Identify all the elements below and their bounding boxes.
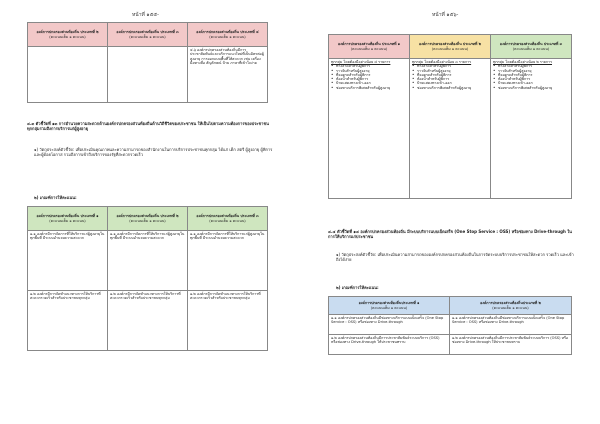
objective-text: ๑) วัตถุประสงค์ตัวชี้วัด: เพื่อประเมินคุณภาพและความสามารถของสำนักงานในการบริการประชาชนทุกกลุ่ม ได้แก่ เด็ก สตรี ผู้สูงอายุ ผู้พิการ และผู้ด้อยโอกาส รวมถึงการเข้าถึงบริการของรัฐที่สะดวกรวดเร็ว: [34, 147, 273, 158]
table-header: องค์การปกครองส่วนท้องถิ่น ประเภทที่ ๔ (คะแนนเต็ม ๑ คะแนน): [188, 23, 268, 47]
table-header: องค์การปกครองส่วนท้องถิ่น ประเภทที่ ๓ (คะแนนเต็ม ๑ คะแนน): [108, 23, 188, 47]
table-cell: ทุกกลุ่ม โดยต้องมีอย่างน้อย ๒ รายการ • ทางลาดสำหรับผู้พิการ • ราวจับสำหรับผู้สูงอายุ • ที่จอดรถสำหรับผู้พิการ • ห้องน้ำสำหรับผู้พิการ • ป้ายแสดงทางเข้า-ออก • ช่องทางบริการพิเศษสำหรับผู้สูงอายุ: [491, 59, 572, 199]
scoring-table-top: [328, 34, 572, 199]
table-header: องค์การปกครองส่วนท้องถิ่น ประเภทที่ ๒ (คะแนนเต็ม ๑ คะแนน): [108, 207, 188, 231]
table-row: [28, 291, 268, 351]
scoring-table-bottom: [27, 206, 268, 351]
table-cell: ๑.๒องค์กรมีการจัดทำแนวทางการให้บริการที่สะดวกรวดเร็วสำหรับประชาชนทุกกลุ่ม: [28, 291, 108, 351]
table-header: องค์การปกครองส่วนท้องถิ่น ประเภทที่ ๑ (คะแนนเต็ม ๑ คะแนน): [329, 35, 410, 59]
table-cell: ๑.๑องค์กรปกครองส่วนท้องถิ่นมีช่องทางบริการแบบเบ็ดเสร็จ (One Stop Service : OSS) หรือช่องทาง Drive-through: [329, 315, 450, 335]
table-header: องค์การปกครองส่วนท้องถิ่น ประเภทที่ ๓ (คะแนนเต็ม ๑ คะแนน): [188, 207, 268, 231]
section-heading: ๔.๔ ตัวชี้วัดที่ ๑๔ องค์กรปกครองส่วนท้องถิ่น มีระบบบริการแบบเบ็ดเสร็จ (One Stop Service : OSS) หรือช่องทาง Drive-through ในการให้บริการแก่ประชาชน: [328, 229, 572, 240]
scoring-table-top: [27, 22, 268, 103]
table-cell: ๑.๑องค์กรมีการจัดการที่ให้บริการแก่ผู้สูงอายุในทุกพื้นที่ มีระบบอำนวยความสะดวก: [188, 231, 268, 291]
objective-text: ๑) วัตถุประสงค์ตัวชี้วัด: เพื่อประเมินความสามารถขององค์กรปกครองส่วนท้องถิ่นในการจัดระบบบริการประชาชนให้สะดวก รวดเร็ว และเข้าถึงได้ง่าย: [336, 252, 574, 263]
table-header: องค์การปกครองส่วนท้องถิ่น ประเภทที่ ๓ (คะแนนเต็ม ๑ คะแนน): [491, 35, 572, 59]
table-row: [28, 231, 268, 291]
table-cell: ๔.๖องค์กรปกครองส่วนท้องถิ่นมีการประชาสัมพันธ์และบริการแนวใหม่ที่เป็นมิตรต่อผู้สูงอายุ การออกแบบพื้นที่ให้สะดวก เช่น เครื่องมือทางสื่อ สัญลักษณ์ ป้าย ภาษาที่เข้าใจง่าย: [188, 47, 268, 103]
table-row: [329, 315, 572, 335]
right-page: [300, 0, 600, 424]
table-cell: ๑.๒องค์กรมีการจัดทำแนวทางการให้บริการที่สะดวกรวดเร็วสำหรับประชาชนทุกกลุ่ม: [108, 291, 188, 351]
table-header: องค์การปกครองส่วนท้องถิ่น ประเภทที่ ๑ (คะแนนเต็ม ๑ คะแนน): [28, 207, 108, 231]
table-header: องค์การปกครองส่วนท้องถิ่นประเภทที่ ๒ (คะแนนเต็ม ๑ คะแนน): [450, 297, 572, 315]
criteria-heading: ๒) เกณฑ์การให้คะแนน:: [34, 195, 77, 200]
table-cell: ทุกกลุ่ม โดยต้องมีอย่างน้อย ๓ รายการ • ทางลาดสำหรับผู้พิการ • ราวจับสำหรับผู้สูงอายุ • ที่จอดรถสำหรับผู้พิการ • ห้องน้ำสำหรับผู้พิการ • ป้ายแสดงทางเข้า-ออก • ช่องทางบริการพิเศษสำหรับผู้สูงอายุ: [410, 59, 491, 199]
table-cell: ๑.๒องค์กรปกครองส่วนท้องถิ่นมีการประชาสัมพันธ์ระบบบริการ (OSS) หรือช่องทาง Drive-through ให้ประชาชนทราบ: [329, 335, 450, 355]
table-cell: ๑.๑องค์กรมีการจัดการที่ให้บริการแก่ผู้สูงอายุในทุกพื้นที่ มีระบบอำนวยความสะดวก: [108, 231, 188, 291]
page-number: หน้าที่ ๑๕๖-: [432, 12, 459, 18]
table-header: องค์การปกครองส่วนท้องถิ่น ประเภทที่ ๒ (คะแนนเต็ม ๑ คะแนน): [410, 35, 491, 59]
section-heading: ๔.๓ ตัวชี้วัดที่ ๑๓ การอำนวยความสะดวกด้านองค์กรปกครองส่วนท้องถิ่นด้านวิถีชีวิตของประชาชน ให้เป็นไปตามความต้องการของประชาชนทุกกลุ่มรวมถึงการบริการแก่ผู้สูงอายุ: [27, 121, 269, 132]
table-header: องค์การปกครองส่วนท้องถิ่น ประเภทที่ ๒ (คะแนนเต็ม ๑ คะแนน): [28, 23, 108, 47]
page-number: หน้าที่ ๑๕๕-: [132, 12, 159, 18]
table-cell: ๑.๑องค์กรมีการจัดการที่ให้บริการแก่ผู้สูงอายุในทุกพื้นที่ มีระบบอำนวยความสะดวก: [28, 231, 108, 291]
table-cell: ทุกกลุ่ม โดยต้องมีอย่างน้อย ๔ รายการ • ทางลาดสำหรับผู้พิการ • ราวจับสำหรับผู้สูงอายุ • ที่จอดรถสำหรับผู้พิการ • ห้องน้ำสำหรับผู้พิการ • ป้ายแสดงทางเข้า-ออก • ช่องทางบริการพิเศษสำหรับผู้สูงอายุ: [329, 59, 410, 199]
table-cell: ๑.๒องค์กรปกครองส่วนท้องถิ่นมีการประชาสัมพันธ์ระบบบริการ (OSS) หรือช่องทาง Drive-through ให้ประชาชนทราบ: [450, 335, 572, 355]
table-cell: ๑.๒องค์กรมีการจัดทำแนวทางการให้บริการที่สะดวกรวดเร็วสำหรับประชาชนทุกกลุ่ม: [188, 291, 268, 351]
table-header: องค์การปกครองส่วนท้องถิ่นประเภทที่ ๑ (คะแนนเต็ม ๑ คะแนน): [329, 297, 450, 315]
table-cell: [28, 47, 108, 103]
table-cell: ๑.๑องค์กรปกครองส่วนท้องถิ่นมีช่องทางบริการแบบเบ็ดเสร็จ (One Stop Service : OSS) หรือช่องทาง Drive-through: [450, 315, 572, 335]
criteria-heading: ๒) เกณฑ์การให้คะแนน:: [336, 285, 379, 290]
scoring-table-bottom: [328, 296, 572, 355]
table-row: [329, 335, 572, 355]
table-cell: [108, 47, 188, 103]
